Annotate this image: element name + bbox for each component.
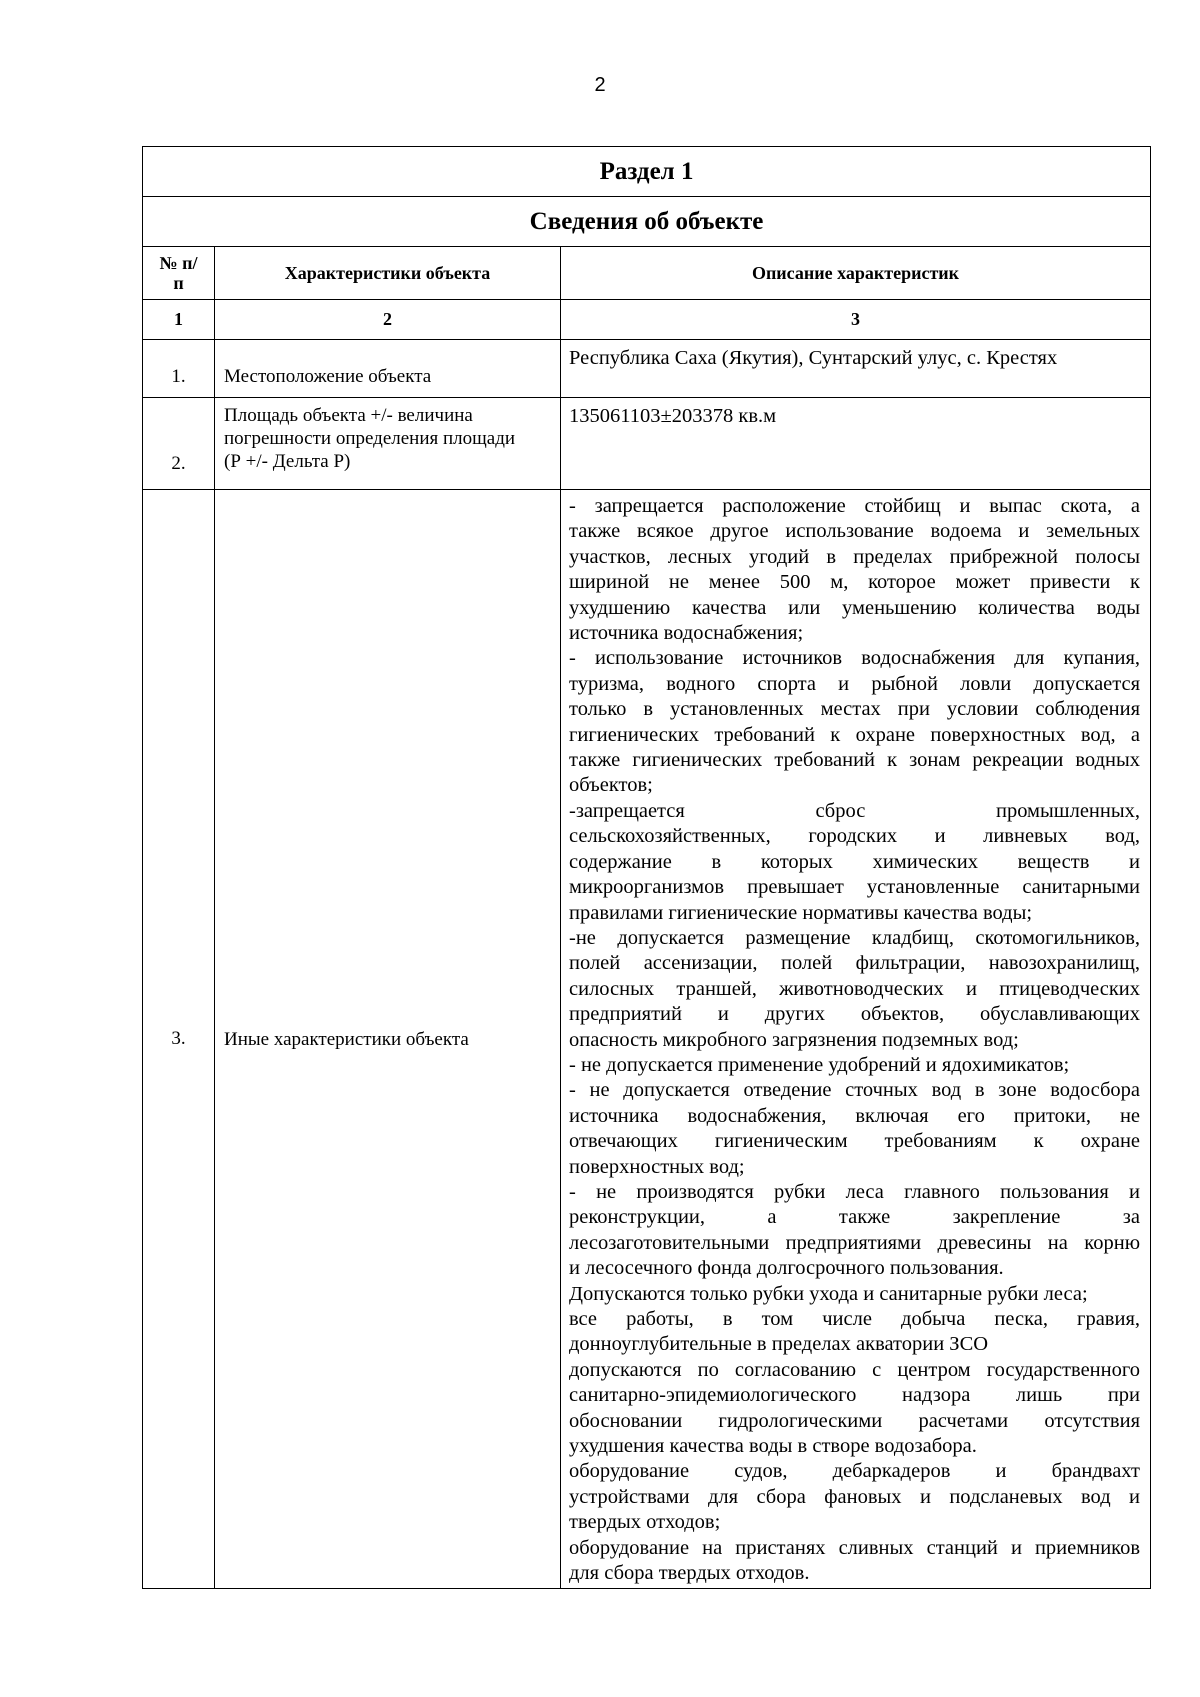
description-line: гигиенических требований к охране поверхностных вод, а [569,723,1141,746]
description-line: правилами гигиенические нормативы качества воды; [569,901,1033,924]
header-num [143,247,215,300]
table-row [143,398,1151,490]
description-line: сельскохозяйственных, городских и ливневых вод, [569,825,1141,848]
description-line: твердых отходов; [569,1511,721,1534]
row-characteristic: Местоположение объекта [215,340,561,398]
description-line: для сбора твердых отходов. [569,1562,810,1585]
description-lines [569,494,1140,1586]
table-row [143,490,1151,1589]
description-line: также всякое другое использование водоема и земельных [569,520,1141,543]
description-line: участков, лесных угодий в пределах прибрежной полосы [569,545,1141,568]
description-line: - использование источников водоснабжения для купания, [569,647,1141,670]
description-line: оборудование на пристанях сливных станций и приемников [569,1536,1141,1559]
description-line: и лесосечного фонда долгосрочного пользования. [569,1257,1004,1280]
description-line: только в установленных местах при условии соблюдения [569,698,1141,721]
description-line: объектов; [569,774,653,797]
description-line: источника водоснабжения, включая его притоки, не [569,1104,1141,1127]
row-number: 1. [143,340,215,398]
description-line: санитарно-эпидемиологического надзора лишь при [569,1384,1141,1407]
description-line: предприятий и других объектов, обуславливающих [569,1003,1141,1026]
description-line: ухудшения качества воды в створе водозабора. [569,1435,977,1458]
row-description: Республика Саха (Якутия), Сунтарский улус, с. Крестях [561,340,1151,398]
row-number: 3. [143,490,215,1589]
header-num-label: № п/п [159,253,198,293]
description-line: также гигиенических требований к зонам рекреации водных [569,749,1141,772]
description-line: -не допускается размещение кладбищ, скотомогильников, [569,926,1141,949]
column-number: 3 [561,300,1151,340]
description-line: донноуглубительные в пределах акватории ЗСО [569,1333,989,1356]
object-info-table [142,146,1151,1589]
section-title: Раздел 1 [143,147,1151,197]
description-line: - не допускается применение удобрений и ядохимикатов; [569,1053,1070,1076]
row-description [561,490,1151,1589]
description-line: - не допускается отведение сточных вод в зоне водосбора [569,1079,1141,1102]
page-number: 2 [594,74,606,96]
column-number: 1 [143,300,215,340]
description-line: все работы, в том числе добыча песка, гравия, [569,1308,1141,1330]
table-row [143,340,1151,398]
description-line: силосных траншей, животноводческих и птицеводческих [569,977,1141,1000]
description-line: шириной не менее 500 м, которое может привести к [569,571,1141,594]
header-description: Описание характеристик [561,247,1151,300]
description-line: реконструкции, а также закрепление за [569,1206,1141,1229]
description-line: - не производятся рубки леса главного пользования и [569,1180,1141,1203]
description-line: микроорганизмов превышает установленные санитарными [569,876,1141,899]
row-number: 2. [143,398,215,490]
description-line: поверхностных вод; [569,1155,745,1178]
description-line: - запрещается расположение стойбищ и выпас скота, а [569,495,1141,517]
row-characteristic: Иные характеристики объекта [215,490,561,1589]
description-line: отвечающих гигиеническим требованиям к охране [569,1130,1141,1153]
header-characteristic: Характеристики объекта [215,247,561,300]
description-line: лесозаготовительными предприятиями древесины на корню [569,1231,1141,1254]
row-description: 135061103±203378 кв.м [561,398,1151,490]
section-subtitle: Сведения об объекте [143,197,1151,247]
description-line: допускаются по согласованию с центром государственного [569,1358,1141,1381]
description-line: полей ассенизации, полей фильтрации, навозохранилищ, [569,952,1141,975]
description-line: оборудование судов, дебаркадеров и брандвахт [569,1460,1141,1483]
description-line: ухудшению качества или уменьшению количества воды [569,596,1141,619]
column-number: 2 [215,300,561,340]
description-line: -запрещается сброс промышленных, [569,799,1141,822]
description-line: источника водоснабжения; [569,622,804,645]
row-characteristic [215,398,561,490]
description-line: Допускаются только рубки ухода и санитарные рубки леса; [569,1282,1088,1305]
description-line: содержание в которых химических веществ и [569,850,1141,873]
description-line: устройствами для сбора фановых и подсланевых вод и [569,1485,1141,1508]
description-line: опасность микробного загрязнения подземных вод; [569,1028,1019,1051]
description-line: обосновании гидрологическими расчетами отсутствия [569,1409,1141,1432]
row-characteristic-text: Площадь объекта +/- величина погрешности определения площади (Р +/- Дельта Р) [224,405,516,472]
description-line: туризма, водного спорта и рыбной ловли допускается [569,672,1141,695]
